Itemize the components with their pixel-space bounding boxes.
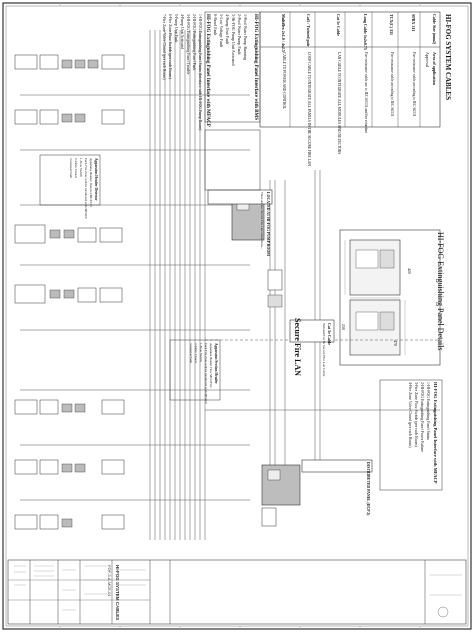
- cat5-cable-label: Cat 5e Cable: [327, 323, 332, 345]
- detail-top-item: 2-Valve Closed: [74, 158, 78, 178]
- acp-bottom-item: 4-Fire Zone Valve Closed (per each Room): [408, 382, 412, 448]
- bms-item: 5-Low Voltage Fault: [219, 14, 224, 47]
- acp-interface-title-bottom: HI-FOG Extinguishing Panel Interface with MFACP: [433, 382, 438, 484]
- cat5-cable-sub: Twisted/Cat 5e Secure Fire Lan Cable: [322, 323, 326, 377]
- detail-bottom-item: 1-Flow Switch: [199, 343, 203, 362]
- acp-top-item: 3-HI-FOG Extinguishing Panel Trouble: [186, 14, 190, 75]
- page-title: HI-FOG SYSTEM CABLES: [444, 14, 452, 100]
- secure-fire-lan-label: Secure Fire LAN: [293, 318, 302, 376]
- cable-row-5-size: Cat5 / Twisted pair: [306, 14, 311, 47]
- cable-row-2-desc: Fire resistance cable according to IEC 60331: [390, 52, 394, 117]
- detail-bottom-item: 3-General Fault: [189, 343, 193, 364]
- detail-bottom-item: 2-Valve Closed: [194, 343, 198, 363]
- acp-top-item: 6-Fire Zone Flow Switch (per each Room): [168, 14, 172, 79]
- cable-row-6-desc: CABLE TO POWER AND CONTROL: [282, 52, 286, 110]
- bms-item: 2-Pool Water Pump Fault: [237, 14, 242, 55]
- acp-interface-title-top: HI-FOG Extinguishing Panel Interface with MFACP: [205, 14, 210, 127]
- local-panel-label: LOCATED AT HI-FOG PUMP ROOM: [266, 192, 270, 256]
- bms-interface-title: HI-FOG Extinguishing Panel Interface with BMS: [253, 14, 258, 120]
- cable-row-2-size: TCX(C) 331: [389, 14, 394, 35]
- title-block: [8, 560, 466, 624]
- cable-row-3-size: Long Cable 1x2x0.75: [363, 14, 368, 50]
- cable-row-4-desc: LAN CABLE TO INTEGRATE ALL MODULES AND DETECTORS: [337, 52, 341, 155]
- bms-item: 6-Panel Fault: [213, 14, 218, 36]
- field-device-cluster-lower: [15, 400, 124, 529]
- detail-bottom-item: Each Fire Zone will be monitored with MFACP: [204, 343, 208, 404]
- field-device-cluster-middle: [15, 225, 122, 303]
- drawing-number: FOF-3-A-MCE-01: [107, 565, 112, 597]
- detail-top-item: 3-General Fault: [69, 158, 73, 179]
- cable-row-5-desc: LOOP CABLE TO INTEGRATE ALL PANELS IN THE SECURE FIRE LAN: [307, 52, 311, 167]
- acp-bottom-item: 3-Fire Zone Flow Switch (per each Room): [414, 382, 418, 447]
- acp-top-item: 1-HI-FOG Extinguishing Panel Status (Interface with HI-FOG Pump Room): [198, 14, 202, 131]
- acp-bottom-item: 1-HI-FOG Extinguishing Panel Status: [426, 382, 430, 440]
- company-logo-icon: [438, 607, 448, 617]
- local-panel-note: There are two Secure Fire Lan connections...: [260, 192, 264, 250]
- drawing-title: HI-FOG SYSTEM CABLES: [115, 565, 120, 621]
- panel-details-title: HI-FOG Extinguishing Panel Details: [436, 232, 445, 351]
- acp-top-item: 7-Fire Zone Valve Closed (per each Room): [162, 14, 166, 80]
- acp-top-item: 2-HI-FOG Extinguishing Panel Fault: [192, 14, 196, 71]
- cable-table-header-desc: Area of application: [432, 52, 437, 85]
- bms-item: 4-Pump Unit Fault: [225, 14, 230, 45]
- detail-top-item: Each Fire Zone will be monitored with MFACP: [84, 158, 88, 219]
- panel-dim-height: 470: [393, 340, 398, 346]
- panel-dim-width: 420: [407, 268, 412, 274]
- bms-item: 3-Hi-FOG Pump Unit Activated: [231, 14, 236, 66]
- detail-bottom-item: Apparatus Header Flow MCO/Fire: [209, 343, 213, 388]
- field-device-cluster-top: [15, 55, 124, 124]
- bms-item: 1-Pool Water Pump Running: [243, 14, 248, 61]
- cable-row-3-desc: Fire resistance cable acc to IEC 60331 and fire retardant: [364, 52, 368, 133]
- acp-top-item: 5-Pump Unit Fault: [174, 14, 178, 43]
- cable-table-header-size: Cable Size (mm2): [432, 14, 437, 45]
- cable-row-4-size: Cat 5e Cable: [336, 14, 341, 36]
- cable-row-1-size: SPRX 311: [411, 14, 416, 32]
- detail-top-item: Apparatus Header: Detector/MCP/CO: [89, 158, 93, 207]
- cable-table-header-approval: Approval: [425, 52, 430, 68]
- distributed-control-panel: [262, 460, 372, 526]
- cable-row-6-size: Multiflex 2x1.0 / 4x2.5: [281, 14, 286, 52]
- panel-details-box: [340, 230, 440, 365]
- detail-top-item: 1-Flow Switch: [79, 158, 83, 177]
- detail-bottom-title: Apparatus Section Header: [214, 343, 218, 384]
- cable-row-1-desc: Fire resistance cable according to IEC 60331: [412, 52, 416, 117]
- detail-top-title: Apparatus Header Detector: [94, 158, 98, 201]
- acp-bottom-item: 2-HI-FOG Extinguishing Panel Power Failure: [420, 382, 424, 453]
- acp-top-item: 4-Pump Unit Activated: [180, 14, 184, 50]
- distributed-panel-label: DISTRIBUTED PANEL (DCP 2): [366, 462, 370, 516]
- local-control-panel: [208, 190, 282, 307]
- panel-dim-depth: 250: [341, 324, 346, 330]
